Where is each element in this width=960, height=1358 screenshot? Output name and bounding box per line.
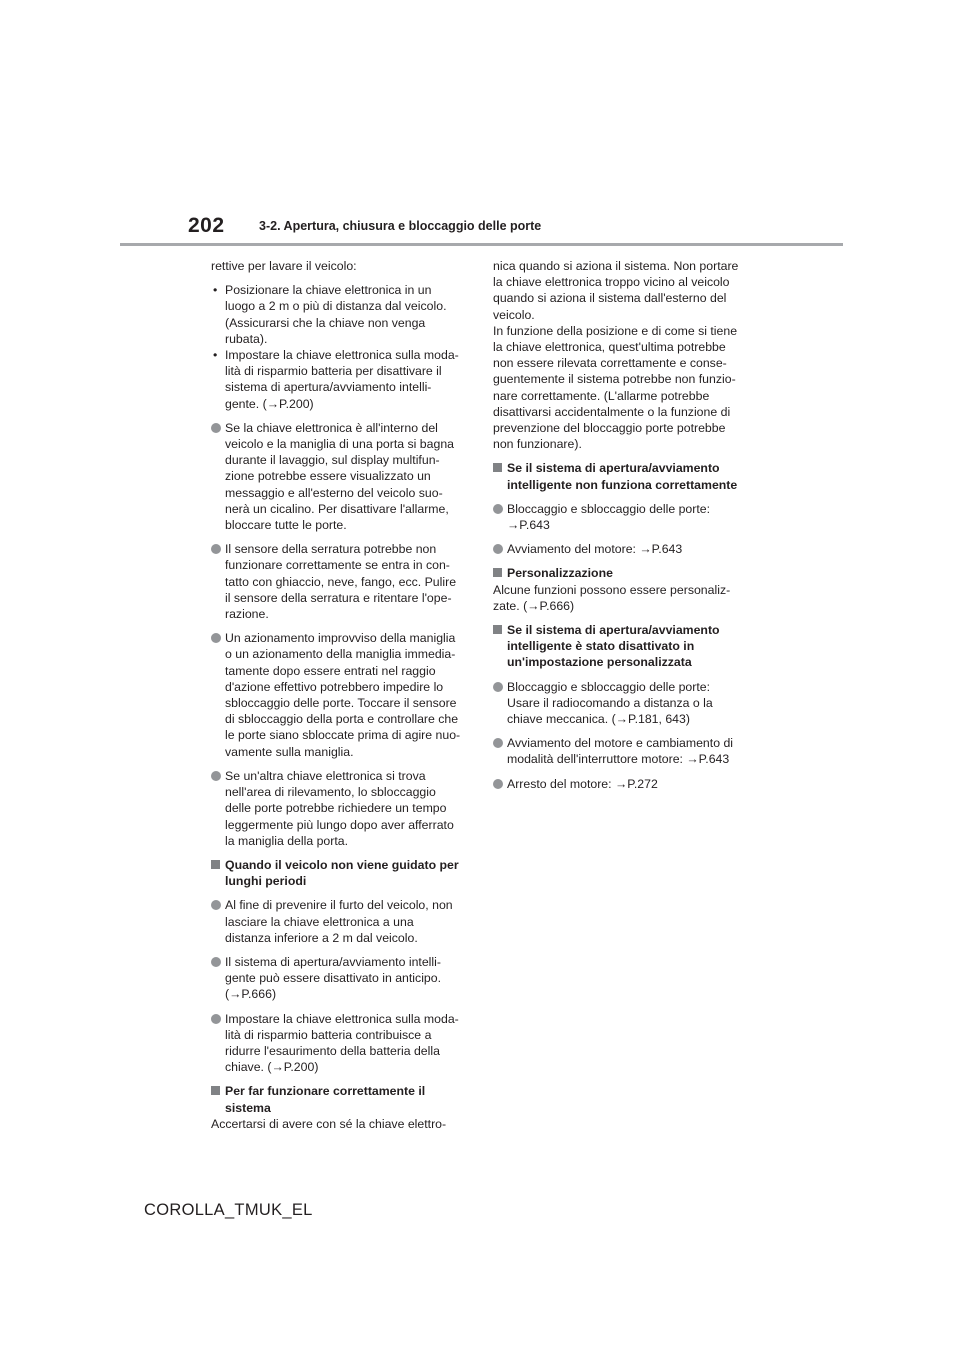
text-line: disattivarsi accidentalmente o la funzione di <box>493 404 731 419</box>
round-bullet-icon <box>211 633 221 643</box>
text-line: sistema di apertura/avviamento intelli- <box>225 380 432 395</box>
text-line: delle porte potrebbe richiedere un tempo <box>225 801 447 816</box>
text-line: gente può essere disattivato in anticipo. <box>225 971 442 986</box>
heading-line: Se il sistema di apertura/avviamento <box>507 461 720 476</box>
text-line: sbloccaggio delle porte. Toccare il sensore <box>225 696 457 711</box>
text-line: le porte siano sbloccate prima di agire nuo- <box>225 728 461 743</box>
text-line: la maniglia della porta. <box>225 833 349 848</box>
square-marker-icon <box>211 1086 220 1095</box>
text-line: la chiave elettronica, quest'ultima potrebbe <box>493 340 726 355</box>
text-line: Usare il radiocomando a distanza o la <box>507 695 713 710</box>
text-line: Avviamento del motore: →P.643 <box>507 542 683 557</box>
right-column <box>493 258 755 800</box>
text-line: (→P.666) <box>225 987 277 1002</box>
text-line: tamente dopo essere entrati nel raggio <box>225 663 436 678</box>
text-line: Il sistema di apertura/avviamento intelli- <box>225 954 441 969</box>
list-item <box>211 541 469 622</box>
text-line: In funzione della posizione e di come si tiene <box>493 323 738 338</box>
text-line: guentemente il sistema potrebbe non funzio- <box>493 372 736 387</box>
text-line: veicolo. <box>493 307 535 322</box>
text-line: nica quando si aziona il sistema. Non portare <box>493 259 739 273</box>
heading-line: Se il sistema di apertura/avviamento <box>507 623 720 638</box>
text-line: gente. (→P.200) <box>225 396 314 411</box>
text-line: rettive per lavare il veicolo: <box>211 259 357 273</box>
text-line: di sbloccaggio della porta e controllare che <box>225 712 459 727</box>
text-line: d'azione effettivo potrebbero impedire lo <box>225 679 444 694</box>
list-item <box>211 1011 469 1076</box>
bullet-dot-icon: • <box>213 283 218 298</box>
text-line: tatto con ghiaccio, neve, fango, ecc. Pulire <box>225 574 457 589</box>
page-number: 202 <box>188 214 225 237</box>
list-item <box>211 954 469 1003</box>
list-item <box>493 501 755 533</box>
paragraph <box>493 582 755 614</box>
list-item <box>211 768 469 849</box>
text-line: lità di risparmio batteria contribuisce a <box>225 1027 432 1042</box>
text-line: rubata). <box>225 331 268 346</box>
text-line: chiave meccanica. (→P.181, 643) <box>507 712 690 727</box>
text-line: Un azionamento improvviso della maniglia <box>225 631 456 646</box>
text-line: Se la chiave elettronica è all'interno del <box>225 420 438 435</box>
text-line: non funzionare). <box>493 437 582 452</box>
square-marker-icon <box>493 463 502 472</box>
text-line: Impostare la chiave elettronica sulla moda- <box>225 348 459 363</box>
paragraph <box>493 258 755 452</box>
round-bullet-icon <box>211 423 221 433</box>
section-heading <box>493 622 755 671</box>
text-line: non essere rilevata correttamente e conse- <box>493 356 727 371</box>
text-line: modalità dell'interruttore motore: →P.643 <box>507 752 730 767</box>
left-column <box>211 258 469 1132</box>
paragraph <box>211 1116 469 1132</box>
text-line: durante il lavaggio, sul display multifun- <box>225 453 440 468</box>
text-line: luogo a 2 m o più di distanza dal veicolo. <box>225 299 447 314</box>
text-line: vamente sulla maniglia. <box>225 744 354 759</box>
section-heading <box>493 565 755 581</box>
text-line: razione. <box>225 607 269 622</box>
sub-bullet-item <box>211 282 469 347</box>
text-line: lità di risparmio batteria per disattivare il <box>225 364 442 379</box>
text-line: zione potrebbe essere visualizzato un <box>225 469 431 484</box>
text-line: zate. (→P.666) <box>493 598 575 613</box>
text-line: (Assicurarsi che la chiave non venga <box>225 315 426 330</box>
text-line: Avviamento del motore e cambiamento di <box>507 736 734 751</box>
text-line: la chiave elettronica troppo vicino al veicolo <box>493 275 730 290</box>
text-line: Il sensore della serratura potrebbe non <box>225 542 437 557</box>
list-item <box>493 735 755 767</box>
heading-line: sistema <box>225 1100 271 1115</box>
text-line: Al fine di prevenire il furto del veicolo, non <box>225 898 453 913</box>
square-marker-icon <box>493 625 502 634</box>
square-marker-icon <box>211 860 220 869</box>
text-line: Bloccaggio e sbloccaggio delle porte: <box>507 501 711 516</box>
text-line: quando si aziona il sistema dall'esterno del <box>493 291 727 306</box>
heading-line: un'impostazione personalizzata <box>507 655 692 670</box>
round-bullet-icon <box>211 957 221 967</box>
text-line: Alcune funzioni possono essere personaliz- <box>493 582 731 597</box>
text-line: messaggio e all'esterno del veicolo suo- <box>225 485 443 500</box>
heading-line: Per far funzionare correttamente il <box>225 1084 426 1099</box>
heading-line: intelligente è stato disattivato in <box>507 639 695 654</box>
text-line: Impostare la chiave elettronica sulla moda- <box>225 1011 459 1026</box>
heading-line: intelligente non funziona correttamente <box>507 477 738 492</box>
text-line: Arresto del motore: →P.272 <box>507 776 658 791</box>
text-line: bloccare tutte le porte. <box>225 518 347 533</box>
round-bullet-icon <box>493 682 503 692</box>
section-heading <box>211 857 469 889</box>
text-line: →P.643 <box>507 518 550 533</box>
bullet-dot-icon: • <box>213 348 218 363</box>
list-item <box>493 679 755 728</box>
round-bullet-icon <box>211 544 221 554</box>
round-bullet-icon <box>211 771 221 781</box>
text-line: chiave. (→P.200) <box>225 1060 319 1075</box>
heading-line: lunghi periodi <box>225 874 307 889</box>
section-title: 3-2. Apertura, chiusura e bloccaggio delle porte <box>259 219 542 233</box>
text-line: nerà un cicalino. Per disattivare l'allarme, <box>225 501 449 516</box>
text-line: prevenzione del bloccaggio porte potrebbe <box>493 421 726 436</box>
text-line: funzionare correttamente se entra in con- <box>225 558 450 573</box>
text-line: Se un'altra chiave elettronica si trova <box>225 768 426 783</box>
text-line: nare correttamente. (L'allarme potrebbe <box>493 388 710 403</box>
text-line: leggermente più lungo dopo aver afferrato <box>225 817 454 832</box>
section-heading <box>211 1083 469 1115</box>
header-divider <box>120 243 843 246</box>
round-bullet-icon <box>211 1014 221 1024</box>
text-line: o un azionamento della maniglia immedia- <box>225 647 456 662</box>
text-line: Bloccaggio e sbloccaggio delle porte: <box>507 679 711 694</box>
round-bullet-icon <box>493 504 503 514</box>
heading-line: Personalizzazione <box>507 566 613 581</box>
round-bullet-icon <box>493 544 503 554</box>
text-line: il sensore della serratura e ritentare l'ope- <box>225 590 452 605</box>
heading-line: Quando il veicolo non viene guidato per <box>225 857 459 872</box>
text-line: nell'area di rilevamento, lo sbloccaggio <box>225 785 436 800</box>
round-bullet-icon <box>211 900 221 910</box>
round-bullet-icon <box>493 779 503 789</box>
text-line: Accertarsi di avere con sé la chiave elettro- <box>211 1116 447 1131</box>
text-line: lasciare la chiave elettronica a una <box>225 914 414 929</box>
text-line: ridurre l'esaurimento della batteria della <box>225 1043 440 1058</box>
sub-bullet-item <box>211 347 469 412</box>
square-marker-icon <box>493 568 502 577</box>
list-item <box>493 776 755 792</box>
text-line: veicolo e la maniglia di una porta si bagna <box>225 437 455 452</box>
list-item <box>211 897 469 946</box>
round-bullet-icon <box>493 738 503 748</box>
list-item <box>211 420 469 533</box>
list-item <box>211 630 469 760</box>
continuation-text <box>211 258 469 274</box>
section-heading <box>493 460 755 492</box>
text-line: distanza inferiore a 2 m dal veicolo. <box>225 930 418 945</box>
list-item <box>493 541 755 557</box>
text-line: Posizionare la chiave elettronica in un <box>225 283 432 298</box>
footer-model-code: COROLLA_TMUK_EL <box>144 1201 313 1219</box>
